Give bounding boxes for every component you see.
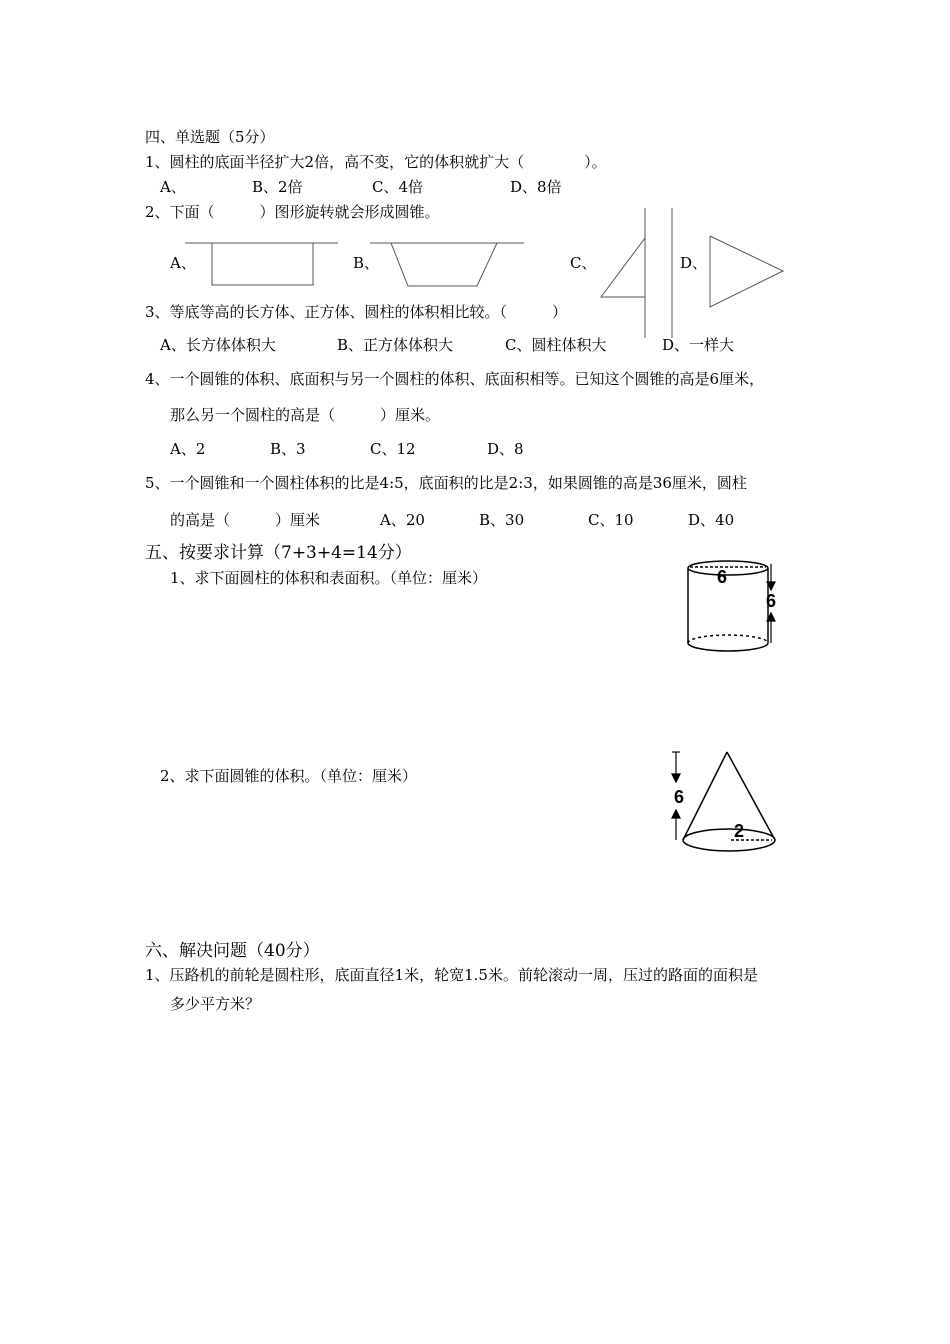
- cylinder-diameter-label: 6: [717, 567, 728, 587]
- q4-option-d: D、8: [487, 440, 524, 458]
- cylinder-height-label: 6: [766, 591, 777, 611]
- q2-option-a: A、: [170, 254, 196, 272]
- cone-height-label: 6: [674, 787, 685, 807]
- q4-option-c: C、12: [370, 440, 416, 458]
- section-4-heading: 四、单选题（5分）: [145, 128, 275, 146]
- question-1-stem: 1、圆柱的底面半径扩大2倍，高不变，它的体积就扩大（ ）。: [145, 153, 607, 171]
- calc-question-2: 2、求下面圆锥的体积。（单位：厘米）: [160, 767, 418, 785]
- q2-option-b: B、: [353, 254, 380, 272]
- q1-option-c: C、4倍: [372, 178, 424, 196]
- cone-radius-label: 2: [734, 821, 745, 841]
- q3-option-c: C、圆柱体积大: [505, 336, 607, 354]
- q1-option-d: D、8倍: [510, 178, 562, 196]
- section-5-heading: 五、按要求计算（7+3+4=14分）: [145, 543, 412, 563]
- q5-option-b: B、30: [479, 511, 525, 529]
- problem-1-line1: 1、压路机的前轮是圆柱形，底面直径1米，轮宽1.5米。前轮滚动一周，压过的路面的面积是: [145, 966, 758, 984]
- question-4-stem-line1: 4、一个圆锥的体积、底面积与另一个圆柱的体积、底面积相等。已知这个圆锥的高是6厘米，: [145, 370, 765, 388]
- q3-option-a: A、长方体体积大: [160, 336, 276, 354]
- q5-option-c: C、10: [588, 511, 634, 529]
- q4-option-a: A、2: [170, 440, 206, 458]
- q2-option-c: C、: [570, 254, 597, 272]
- q3-option-b: B、正方体体积大: [337, 336, 454, 354]
- problem-1-line2: 多少平方米？: [170, 995, 261, 1013]
- q4-option-b: B、3: [270, 440, 306, 458]
- q1-option-a: A、: [160, 178, 186, 196]
- q5-option-d: D、40: [688, 511, 735, 529]
- question-5-stem-line2: 的高是（ ）厘米: [170, 511, 321, 529]
- question-3-stem: 3、等底等高的长方体、正方体、圆柱的体积相比较。（ ）: [145, 303, 568, 321]
- q2-option-d: D、: [680, 254, 708, 272]
- calc-question-1: 1、求下面圆柱的体积和表面积。（单位：厘米）: [170, 569, 488, 587]
- question-4-stem-line2: 那么另一个圆柱的高是（ ）厘米。: [170, 406, 441, 424]
- q1-option-b: B、2倍: [252, 178, 303, 196]
- q5-option-a: A、20: [380, 511, 425, 529]
- question-5-stem-line1: 5、一个圆锥和一个圆柱体积的比是4:5，底面积的比是2:3，如果圆锥的高是36厘米，圆柱: [145, 474, 747, 492]
- q3-option-d: D、一样大: [662, 336, 735, 354]
- question-2-stem: 2、下面（ ）图形旋转就会形成圆锥。: [145, 203, 440, 221]
- section-6-heading: 六、解决问题（40分）: [145, 941, 320, 961]
